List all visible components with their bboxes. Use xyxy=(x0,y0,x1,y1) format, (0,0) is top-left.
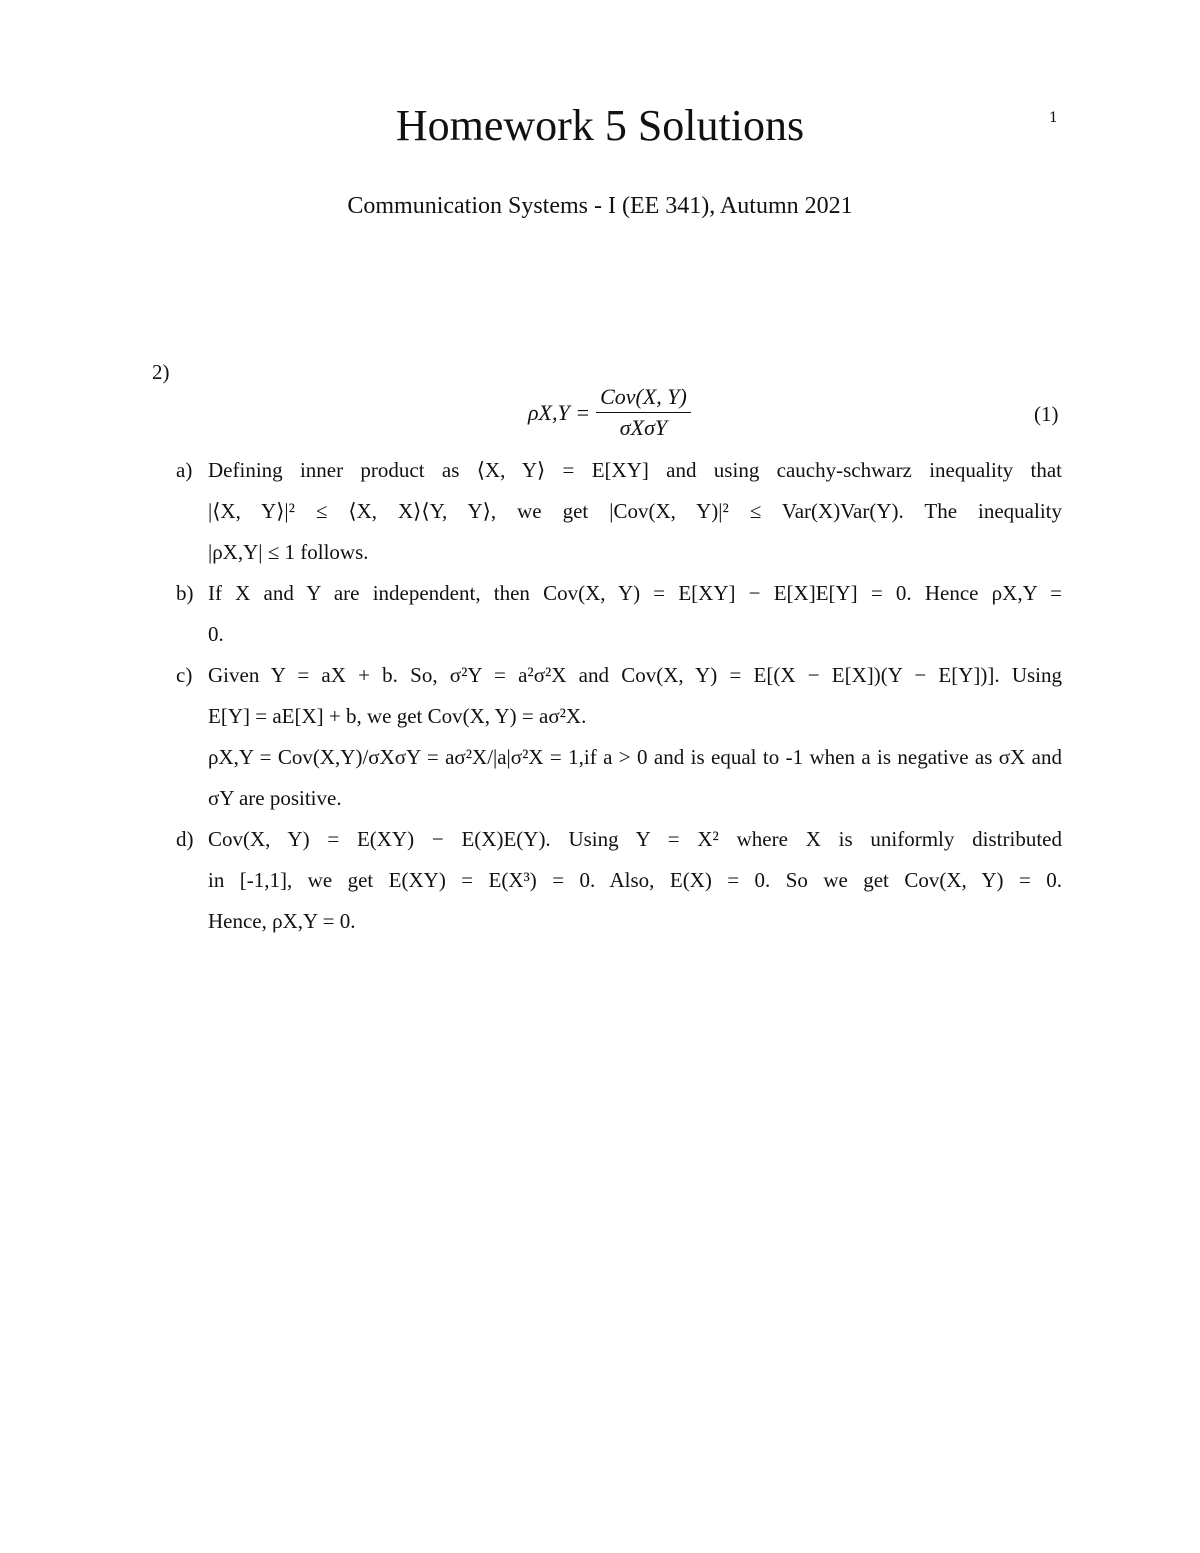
solution-parts xyxy=(176,450,1062,942)
part-line: Cov(X, Y) = E(XY) − E(X)E(Y). Using Y = X² where X is uniformly distributed xyxy=(208,827,1062,851)
part-c xyxy=(176,655,1062,819)
equation-number: (1) xyxy=(1034,402,1059,426)
part-line: in [-1,1], we get E(XY) = E(X³) = 0. Also, E(X) = 0. So we get Cov(X, Y) = 0. xyxy=(208,868,1062,892)
part-b xyxy=(176,573,1062,655)
part-line: |⟨X, Y⟩|² ≤ ⟨X, X⟩⟨Y, Y⟩, we get |Cov(X, Y)|² ≤ Var(X)Var(Y). The inequality xyxy=(208,499,1062,523)
part-line: σY are positive. xyxy=(208,786,342,810)
part-line: E[Y] = aE[X] + b, we get Cov(X, Y) = aσ²X. xyxy=(208,704,587,728)
equation-denominator: σXσY xyxy=(619,415,668,440)
part-line: ρX,Y = Cov(X,Y)/σXσY = aσ²X/|a|σ²X = 1,if a > 0 and is equal to -1 when a is negative as σX and xyxy=(208,745,1062,769)
document-subtitle: Communication Systems - I (EE 341), Autumn 2021 xyxy=(347,193,853,219)
part-line: 0. xyxy=(208,622,224,646)
part-label: a) xyxy=(176,458,193,482)
part-line: If X and Y are independent, then Cov(X, Y) = E[XY] − E[X]E[Y] = 0. Hence ρX,Y = xyxy=(208,581,1062,605)
equation-fraction xyxy=(596,384,691,441)
part-line: Given Y = aX + b. So, σ²Y = a²σ²X and Cov(X, Y) = E[(X − E[X])(Y − E[Y])]. Using xyxy=(208,663,1062,687)
problem-number: 2) xyxy=(152,360,170,384)
part-line: Hence, ρX,Y = 0. xyxy=(208,909,356,933)
part-body xyxy=(208,819,1062,942)
part-line: Defining inner product as ⟨X, Y⟩ = E[XY] and using cauchy-schwarz inequality that xyxy=(208,458,1062,482)
part-label: d) xyxy=(176,827,194,851)
part-d xyxy=(176,819,1062,942)
part-body xyxy=(208,450,1062,573)
part-label: b) xyxy=(176,581,194,605)
equation-lhs: ρX,Y = xyxy=(528,399,591,425)
part-label: c) xyxy=(176,663,193,687)
part-line: |ρX,Y| ≤ 1 follows. xyxy=(208,540,369,564)
part-a xyxy=(176,450,1062,573)
part-body xyxy=(208,573,1062,655)
correlation-equation xyxy=(528,384,691,441)
part-body xyxy=(208,655,1062,819)
page-number: 1 xyxy=(1049,110,1058,126)
document-title: Homework 5 Solutions xyxy=(395,101,805,150)
equation-numerator: Cov(X, Y) xyxy=(596,384,691,413)
